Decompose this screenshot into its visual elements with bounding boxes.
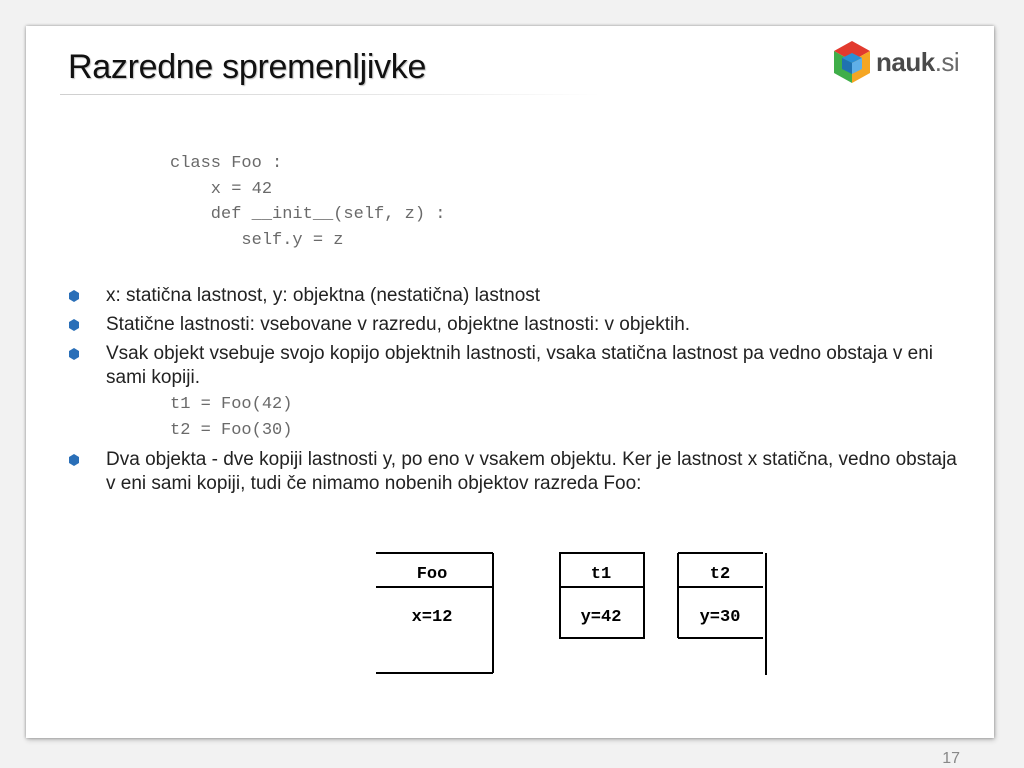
class-code-block bbox=[170, 151, 445, 253]
t2-box-value: y=30 bbox=[699, 608, 741, 627]
slide-title: Razredne spremenljivke bbox=[68, 48, 427, 86]
bullet-item bbox=[66, 448, 966, 496]
logo-tld: .si bbox=[934, 46, 960, 77]
title-underline bbox=[60, 94, 600, 95]
bullet-text: x: statična lastnost, y: objektna (nestatična) lastnost bbox=[106, 285, 541, 306]
page-number: 17 bbox=[942, 750, 960, 767]
code-line: t1 = Foo(42) bbox=[170, 395, 293, 414]
bullet-list bbox=[66, 284, 966, 501]
t2-box-name: t2 bbox=[709, 565, 731, 584]
bullet-text: Dva objekta - dve kopiji lastnosti y, po eno v vsakem objektu. Ker je lastnost x statična, vedno obstaja v eni sami kopiji, tudi če nimamo nobenih objektov razreda Foo: bbox=[106, 449, 957, 494]
cube-logo-icon bbox=[830, 39, 874, 85]
logo-brand: nauk bbox=[876, 46, 935, 77]
hexagon-bullet-icon bbox=[68, 319, 80, 331]
bullet-text: Statične lastnosti: vsebovane v razredu, objektne lastnosti: v objektih. bbox=[106, 314, 691, 335]
t1-box-name: t1 bbox=[590, 565, 612, 584]
code-line: class Foo : bbox=[170, 154, 283, 173]
logo-text bbox=[876, 47, 959, 78]
foo-box-value: x=12 bbox=[411, 608, 453, 627]
hexagon-bullet-icon bbox=[68, 348, 80, 360]
nauk-logo bbox=[830, 38, 959, 86]
hexagon-bullet-icon bbox=[68, 454, 80, 466]
bullet-text: Vsak objekt vsebuje svojo kopijo objektnih lastnosti, vsaka statična lastnost pa vedno obstaja v eni sami kopiji. bbox=[106, 343, 933, 388]
t1-box-value: y=42 bbox=[580, 608, 622, 627]
object-diagram bbox=[370, 550, 780, 678]
code-line: x = 42 bbox=[170, 179, 273, 199]
instantiation-code bbox=[170, 392, 966, 443]
foo-box-name: Foo bbox=[416, 565, 448, 584]
code-line: def __init__(self, z) : bbox=[170, 205, 446, 224]
hexagon-bullet-icon bbox=[68, 290, 80, 302]
code-line: self.y = z bbox=[170, 230, 344, 250]
bullet-item bbox=[66, 313, 966, 337]
bullet-item bbox=[66, 284, 966, 308]
bullet-item bbox=[66, 342, 966, 443]
code-line: t2 = Foo(30) bbox=[170, 420, 293, 440]
